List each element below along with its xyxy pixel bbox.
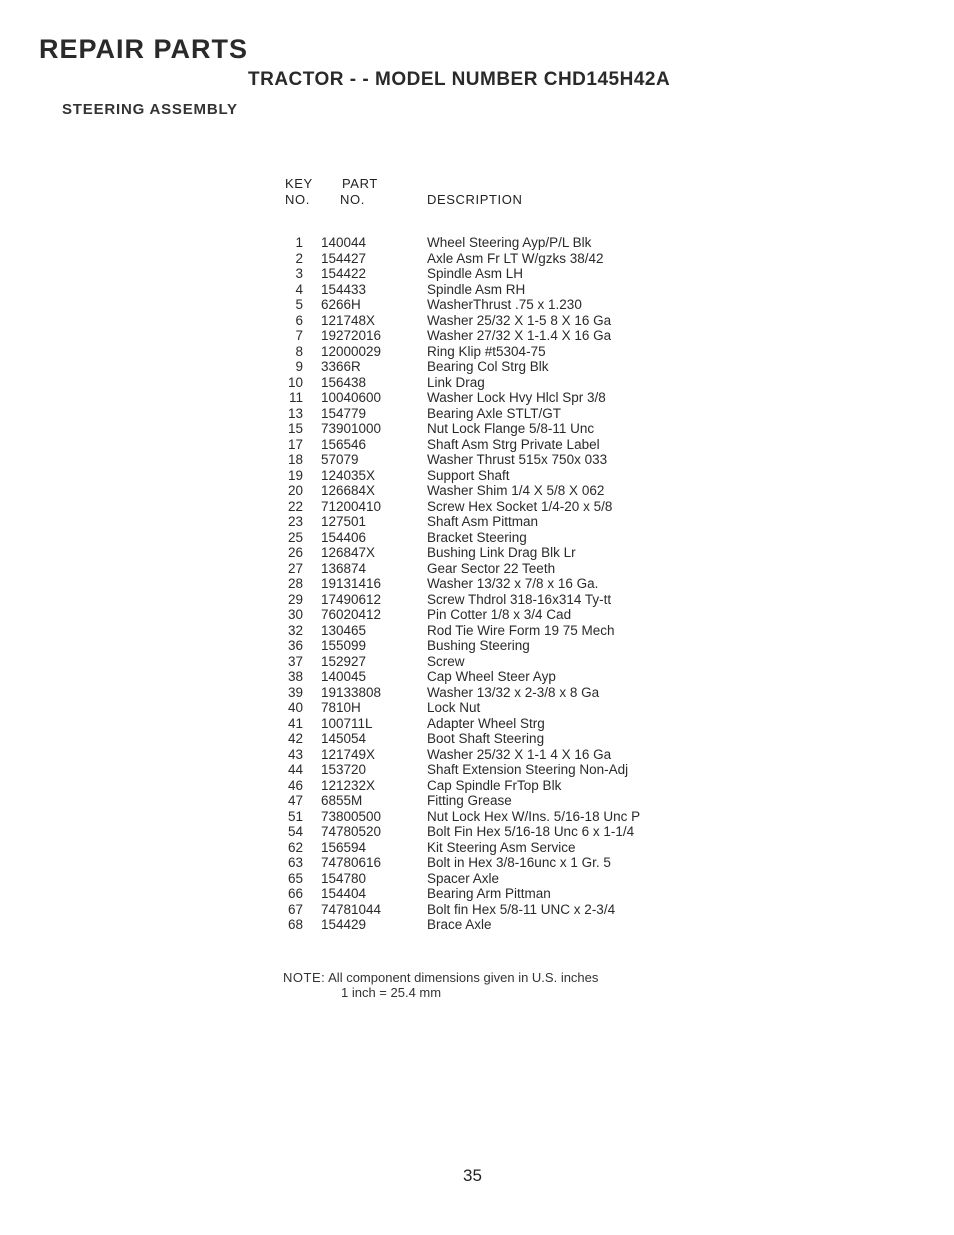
part-description: Support Shaft <box>427 467 510 483</box>
key-no: 65 <box>287 870 303 886</box>
parts-row <box>283 793 723 809</box>
part-no: 127501 <box>321 514 367 529</box>
key-no: 25 <box>287 529 303 545</box>
part-column-header <box>340 176 378 208</box>
part-no: 154427 <box>321 250 367 266</box>
key-no: 7 <box>295 328 303 343</box>
part-no: 156438 <box>321 374 367 390</box>
parts-row <box>283 499 723 515</box>
part-description: Adapter Wheel Strg <box>427 715 545 731</box>
part-header-line1: PART <box>342 176 378 191</box>
part-no: 73800500 <box>321 808 382 824</box>
part-description: Pin Cotter 1/8 x 3/4 Cad <box>427 607 572 622</box>
key-no: 47 <box>287 793 303 808</box>
description-column-header: DESCRIPTION <box>427 192 523 207</box>
key-no: 54 <box>287 824 303 839</box>
key-no: 8 <box>295 343 303 359</box>
part-description: Washer 13/32 x 7/8 x 16 Ga. <box>427 576 599 591</box>
part-description: Screw <box>427 653 465 669</box>
parts-row <box>283 437 723 453</box>
part-description: Nut Lock Flange 5/8-11 Unc <box>427 421 595 436</box>
part-description: Cap Wheel Steer Ayp <box>427 669 556 684</box>
part-description: Lock Nut <box>427 700 481 715</box>
parts-row <box>283 902 723 918</box>
key-no: 43 <box>287 746 303 762</box>
parts-row <box>283 282 723 298</box>
parts-row <box>283 917 723 933</box>
part-no: 17490612 <box>321 591 382 607</box>
key-no: 28 <box>287 576 303 591</box>
parts-row <box>283 716 723 732</box>
part-description: Cap Spindle FrTop Blk <box>427 777 562 793</box>
key-no: 46 <box>287 777 303 793</box>
part-header-line2: NO. <box>340 192 365 207</box>
parts-row <box>283 235 723 251</box>
key-no: 22 <box>287 498 303 514</box>
parts-row <box>283 747 723 763</box>
part-no: 10040600 <box>321 390 382 405</box>
key-no: 1 <box>295 235 303 250</box>
key-no: 9 <box>295 359 303 374</box>
part-description: Rod Tie Wire Form 19 75 Mech <box>427 622 615 638</box>
parts-row <box>283 545 723 561</box>
parts-row <box>283 421 723 437</box>
key-no: 44 <box>287 762 303 777</box>
note-block <box>283 970 598 1000</box>
part-description: Washer Shim 1/4 X 5/8 X 062 <box>427 483 605 498</box>
key-no: 11 <box>288 390 303 405</box>
key-no: 40 <box>287 700 303 715</box>
key-no: 41 <box>287 715 303 731</box>
part-description: Bolt fin Hex 5/8-11 UNC x 2-3/4 <box>427 901 616 917</box>
part-no: 130465 <box>321 622 367 638</box>
parts-row <box>283 809 723 825</box>
part-no: 6855M <box>321 793 363 808</box>
part-description: Washer 13/32 x 2-3/8 x 8 Ga <box>427 684 600 700</box>
page-number: 35 <box>463 1166 482 1185</box>
parts-row <box>283 297 723 313</box>
key-no: 30 <box>287 607 303 622</box>
part-description: Brace Axle <box>427 917 492 932</box>
part-description: Link Drag <box>427 374 485 390</box>
parts-row <box>283 483 723 499</box>
part-no: 126684X <box>321 483 376 498</box>
key-no: 15 <box>287 421 303 436</box>
parts-row <box>283 468 723 484</box>
part-no: 140044 <box>321 235 367 250</box>
part-description: Bearing Axle STLT/GT <box>427 405 562 421</box>
part-no: 71200410 <box>321 498 382 514</box>
part-description: Axle Asm Fr LT W/gzks 38/42 <box>427 250 604 266</box>
parts-row <box>283 514 723 530</box>
part-description: Gear Sector 22 Teeth <box>427 560 556 576</box>
key-no: 68 <box>287 917 303 932</box>
part-description: Bracket Steering <box>427 529 527 545</box>
parts-row <box>283 592 723 608</box>
page-title: REPAIR PARTS <box>39 34 249 64</box>
part-description: Bearing Arm Pittman <box>427 886 551 901</box>
parts-row <box>283 328 723 344</box>
key-no: 26 <box>287 545 303 560</box>
parts-row <box>283 313 723 329</box>
key-no: 62 <box>287 839 303 855</box>
part-no: 124035X <box>321 467 376 483</box>
part-description: Washer 25/32 X 1-5 8 X 16 Ga <box>427 312 612 328</box>
parts-row <box>283 359 723 375</box>
part-description: Kit Steering Asm Service <box>427 839 576 855</box>
part-no: 76020412 <box>321 607 382 622</box>
key-no: 29 <box>287 591 303 607</box>
part-description: Shaft Extension Steering Non-Adj <box>427 762 629 777</box>
part-no: 155099 <box>321 638 367 653</box>
parts-row <box>283 390 723 406</box>
parts-row <box>283 561 723 577</box>
parts-row <box>283 871 723 887</box>
parts-row <box>283 700 723 716</box>
part-description: Spindle Asm LH <box>427 266 524 281</box>
part-no: 156546 <box>321 436 367 452</box>
parts-row <box>283 576 723 592</box>
part-no: 12000029 <box>321 343 382 359</box>
part-description: Bolt Fin Hex 5/16-18 Unc 6 x 1-1/4 <box>427 824 635 839</box>
part-no: 74781044 <box>321 901 382 917</box>
parts-list <box>283 235 723 933</box>
part-description: Ring Klip #t5304-75 <box>427 343 546 359</box>
part-description: Screw Hex Socket 1/4-20 x 5/8 <box>427 498 613 514</box>
parts-row <box>283 638 723 654</box>
part-no: 126847X <box>321 545 376 560</box>
part-description: Nut Lock Hex W/Ins. 5/16-18 Unc P <box>427 808 641 824</box>
part-no: 121232X <box>321 777 376 793</box>
part-no: 154429 <box>321 917 367 932</box>
part-no: 74780616 <box>321 855 382 870</box>
part-description: Bushing Link Drag Blk Lr <box>427 545 576 560</box>
part-no: 153720 <box>321 762 367 777</box>
part-description: WasherThrust .75 x 1.230 <box>427 297 582 312</box>
note-text: All component dimensions given in U.S. inches <box>328 970 599 985</box>
part-no: 19272016 <box>321 328 382 343</box>
part-description: Spindle Asm RH <box>427 281 526 297</box>
part-no: 100711L <box>321 715 373 731</box>
part-description: Wheel Steering Ayp/P/L Blk <box>427 235 592 250</box>
parts-row <box>283 607 723 623</box>
part-description: Fitting Grease <box>427 793 512 808</box>
parts-row <box>283 685 723 701</box>
part-no: 3366R <box>321 359 361 374</box>
key-no: 38 <box>287 669 303 684</box>
key-column-header <box>285 176 313 208</box>
parts-row <box>283 375 723 391</box>
key-no: 19 <box>287 467 303 483</box>
model-subtitle: TRACTOR - - MODEL NUMBER CHD145H42A <box>248 69 671 90</box>
parts-row <box>283 840 723 856</box>
key-no: 67 <box>287 901 303 917</box>
key-no: 20 <box>287 483 303 498</box>
key-no: 10 <box>287 374 303 390</box>
part-description: Bushing Steering <box>427 638 530 653</box>
parts-row <box>283 251 723 267</box>
key-no: 36 <box>287 638 303 653</box>
key-no: 17 <box>287 436 303 452</box>
part-description: Spacer Axle <box>427 870 500 886</box>
parts-row <box>283 406 723 422</box>
key-no: 66 <box>287 886 303 901</box>
part-no: 121749X <box>321 746 376 762</box>
part-description: Bolt in Hex 3/8-16unc x 1 Gr. 5 <box>427 855 611 870</box>
key-no: 23 <box>287 514 303 529</box>
part-no: 154406 <box>321 529 367 545</box>
parts-row <box>283 654 723 670</box>
key-no: 39 <box>287 684 303 700</box>
part-no: 6266H <box>321 297 361 312</box>
part-no: 156594 <box>321 839 367 855</box>
key-no: 2 <box>295 250 303 266</box>
part-no: 73901000 <box>321 421 382 436</box>
key-no: 37 <box>287 653 303 669</box>
part-no: 57079 <box>321 452 359 467</box>
note-label: NOTE: <box>283 970 326 985</box>
part-no: 140045 <box>321 669 367 684</box>
parts-row <box>283 886 723 902</box>
part-no: 74780520 <box>321 824 382 839</box>
key-header-line1: KEY <box>285 176 313 191</box>
key-no: 63 <box>287 855 303 870</box>
part-description: Washer 27/32 X 1-1.4 X 16 Ga <box>427 328 612 343</box>
key-no: 51 <box>287 808 303 824</box>
part-no: 121748X <box>321 312 376 328</box>
parts-row <box>283 530 723 546</box>
key-no: 4 <box>295 281 303 297</box>
parts-row <box>283 778 723 794</box>
parts-row <box>283 855 723 871</box>
part-description: Bearing Col Strg Blk <box>427 359 549 374</box>
note-conversion: 1 inch = 25.4 mm <box>341 985 442 1000</box>
part-no: 154779 <box>321 405 367 421</box>
key-no: 27 <box>287 560 303 576</box>
section-title: STEERING ASSEMBLY <box>62 101 238 118</box>
key-no: 5 <box>295 297 303 312</box>
part-no: 152927 <box>321 653 367 669</box>
part-no: 154422 <box>321 266 367 281</box>
part-description: Washer Lock Hvy Hlcl Spr 3/8 <box>427 390 606 405</box>
parts-row <box>283 623 723 639</box>
part-description: Shaft Asm Pittman <box>427 514 539 529</box>
key-no: 13 <box>287 405 303 421</box>
part-no: 19133808 <box>321 684 382 700</box>
parts-row <box>283 731 723 747</box>
part-description: Shaft Asm Strg Private Label <box>427 436 600 452</box>
parts-row <box>283 762 723 778</box>
part-no: 19131416 <box>321 576 382 591</box>
part-description: Screw Thdrol 318-16x314 Ty-tt <box>427 591 612 607</box>
key-no: 42 <box>287 731 303 746</box>
part-no: 154433 <box>321 281 367 297</box>
part-no: 136874 <box>321 560 367 576</box>
part-no: 145054 <box>321 731 367 746</box>
part-no: 154780 <box>321 870 367 886</box>
part-no: 154404 <box>321 886 367 901</box>
key-no: 18 <box>287 452 303 467</box>
key-no: 3 <box>295 266 303 281</box>
key-no: 6 <box>295 312 303 328</box>
parts-row <box>283 824 723 840</box>
parts-row <box>283 669 723 685</box>
key-header-line2: NO. <box>285 192 310 207</box>
parts-row <box>283 266 723 282</box>
part-description: Boot Shaft Steering <box>427 731 545 746</box>
parts-row <box>283 344 723 360</box>
key-no: 32 <box>287 622 303 638</box>
part-description: Washer Thrust 515x 750x 033 <box>427 452 608 467</box>
part-no: 7810H <box>321 700 361 715</box>
parts-row <box>283 452 723 468</box>
part-description: Washer 25/32 X 1-1 4 X 16 Ga <box>427 746 612 762</box>
